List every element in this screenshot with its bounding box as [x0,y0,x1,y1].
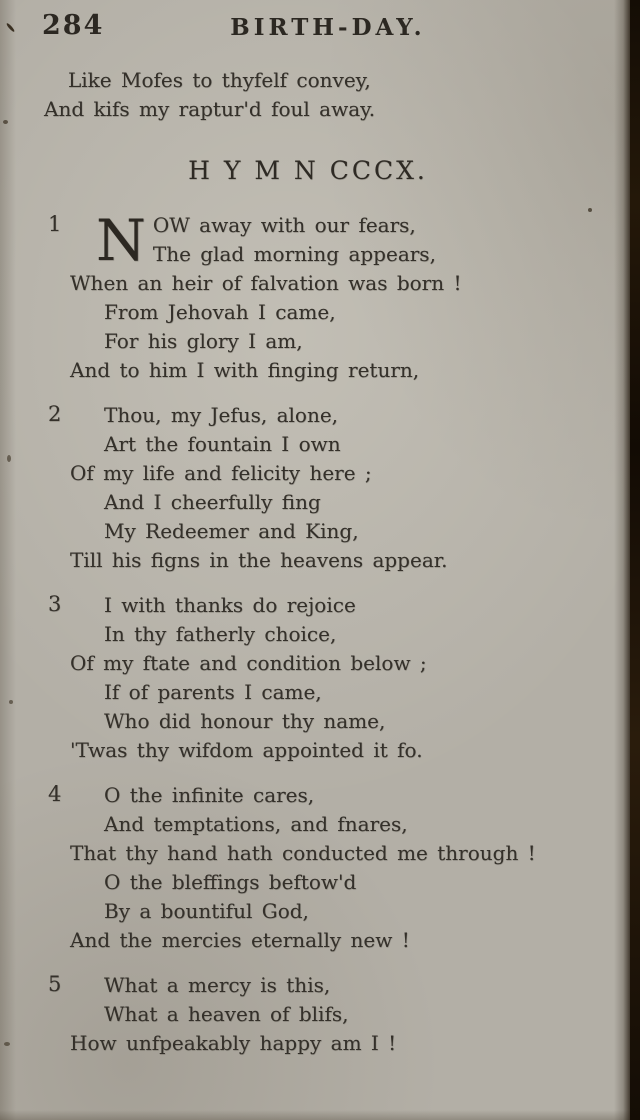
verse-line: My Redeemer and King, [104,519,359,543]
verse-line: If of parents I came, [104,680,322,704]
verse-number: 4 [48,782,62,806]
page-header [0,0,640,51]
drop-cap-row [96,208,640,274]
verse-number: 5 [48,972,62,996]
verse-line: How unfpeakably happy am I ! [70,1031,397,1055]
verse-number: 3 [48,592,62,616]
verse-line: And to him I with finging return, [70,358,420,382]
verse-2 [0,401,640,575]
verse-line: And I cheerfully fing [104,490,321,514]
verse-line: From Jehovah I came, [104,300,336,324]
left-edge-shading [0,0,16,1120]
drop-cap: N [96,208,146,274]
verse-line: O the bleffings beftow'd [104,870,357,894]
verse-line: For his glory I am, [104,329,303,353]
verse-line: Of my ftate and condition below ; [70,651,427,675]
hymn-title: H Y M N CCCX. [188,156,428,185]
verse-line: Till his figns in the heavens appear. [70,548,448,572]
verse-line: Thou, my Jefus, alone, [104,403,339,427]
verse-line: And temptations, and fnares, [104,812,408,836]
verse-line: I with thanks do rejoice [104,593,356,617]
hymn-body [0,208,640,1058]
book-edge-dark-band [630,0,640,1120]
verse-line: That thy hand hath conducted me through ! [70,841,536,865]
verse-line: Of my life and felicity here ; [70,461,372,485]
page-speck [588,208,592,212]
verse-4 [0,781,640,955]
previous-hymn-ending [0,66,640,124]
page-speck [7,455,11,462]
verse-line: When an heir of falvation was born ! [70,271,462,295]
page-speck [9,700,13,704]
verse-5 [0,971,640,1058]
running-title: BIRTH-DAY. [230,14,426,41]
verse-line: In thy fatherly choice, [104,622,337,646]
stanza-line: And kifs my raptur'd foul away. [44,97,376,121]
verse-line: OW away with our fears, [152,213,416,237]
verse-3 [0,591,640,765]
verse-number: 2 [48,402,62,426]
bottom-edge-shading [0,1110,640,1120]
verse-line: O the infinite cares, [104,783,315,807]
verse-line: Who did honour thy name, [104,709,386,733]
verse-line: By a bountiful God, [104,899,309,923]
verse-line: Art the fountain I own [104,432,341,456]
verse-1 [0,208,640,385]
verse-line: What a heaven of blifs, [104,1002,349,1026]
verse-line: What a mercy is this, [104,973,331,997]
verse-line: 'Twas thy wifdom appointed it fo. [70,738,423,762]
verse-line: The glad morning appears, [152,242,436,266]
page-speck [4,1042,10,1046]
stanza-line: Like Mofes to thyfelf convey, [68,68,371,92]
page-speck [3,120,8,124]
verse-line: And the mercies eternally new ! [70,928,410,952]
page-number: 284 [42,10,105,41]
verse-number: 1 [48,212,62,236]
